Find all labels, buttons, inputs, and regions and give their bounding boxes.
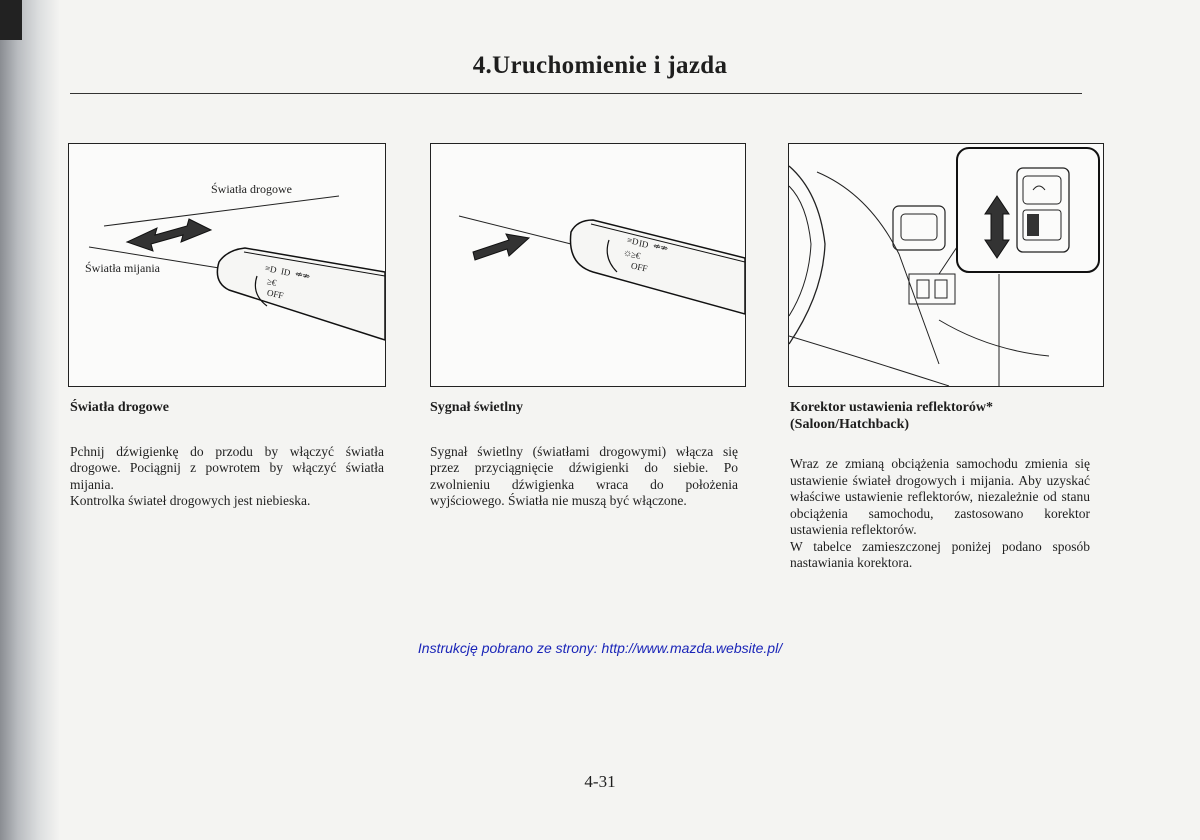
section-heading: Korektor ustawienia reflektorów* (Saloon/Hatchback) bbox=[790, 400, 993, 432]
figure-flash-signal bbox=[430, 143, 746, 387]
section-body bbox=[70, 444, 384, 510]
paragraph: Wraz ze zmianą obciążenia samochodu zmienia się ustawienie świateł drogowych i mijania. Aby uzyskać właściwe ustawienie reflektorów, niezależnie od stanu obciążenia samochodu, zastosowano korektor ustawienia reflektorów. bbox=[790, 456, 1090, 537]
switch-mark: ≥€ bbox=[266, 276, 278, 288]
switch-mark: ≡D bbox=[626, 234, 640, 248]
switch-mark: ⇍⇏ bbox=[294, 268, 312, 282]
paragraph: Sygnał świetlny (światłami drogowymi) włącza się przez przyciągnięcie dźwigienki do siebie. Po zwolnieniu dźwigienka wraca do położenia wyjściowego. Światła nie muszą być włączone. bbox=[430, 443, 738, 508]
page-binding-edge bbox=[0, 0, 22, 40]
switch-mark: ⇍⇏ bbox=[652, 240, 670, 254]
paragraph: Kontrolka świateł drogowych jest niebieska. bbox=[70, 493, 311, 508]
section-body bbox=[430, 444, 738, 510]
switch-mark: ID bbox=[638, 238, 650, 250]
flash-signal-lever-illustration bbox=[431, 144, 745, 386]
switch-mark: ≥€ bbox=[630, 249, 642, 261]
headlight-leveling-illustration bbox=[789, 144, 1103, 386]
switch-mark: ☼ bbox=[623, 248, 633, 259]
page-number: 4-31 bbox=[584, 772, 616, 791]
figure-high-beam bbox=[68, 143, 386, 387]
section-flash-signal bbox=[430, 400, 738, 510]
header-divider bbox=[70, 93, 1082, 94]
label-high-beam: Światła drogowe bbox=[211, 182, 292, 196]
chapter-title: 4.Uruchomienie i jazda bbox=[472, 52, 728, 79]
section-high-beam bbox=[70, 400, 384, 510]
section-body bbox=[790, 456, 1090, 572]
paragraph: W tabelce zamieszczonej poniżej podano sposób nastawiania korektora. bbox=[790, 538, 1090, 570]
switch-mark: OFF bbox=[630, 260, 649, 274]
switch-mark: ≡D bbox=[264, 262, 278, 276]
section-heading: Sygnał świetlny bbox=[430, 400, 523, 415]
switch-mark: OFF bbox=[266, 287, 285, 301]
switch-mark: ID bbox=[280, 266, 292, 278]
page-binding-shadow bbox=[0, 0, 60, 840]
label-low-beam: Światła mijania bbox=[85, 261, 160, 275]
section-headlight-leveling bbox=[790, 400, 1090, 572]
paragraph: Pchnij dźwigienkę do przodu by włączyć światła drogowe. Pociągnij z powrotem by włączyć światła mijania. bbox=[70, 443, 384, 492]
download-source-link[interactable]: Instrukcję pobrano ze strony: http://www.mazda.website.pl/ bbox=[417, 640, 783, 656]
section-heading: Światła drogowe bbox=[70, 400, 169, 415]
figure-headlight-leveling bbox=[788, 143, 1104, 387]
